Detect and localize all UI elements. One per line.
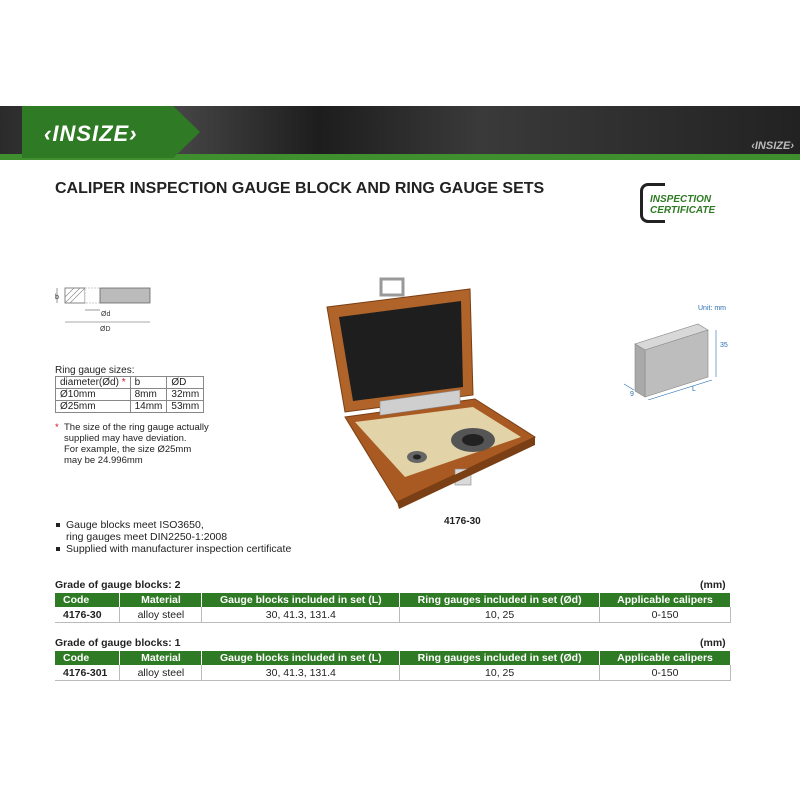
cell: 53mm <box>167 401 204 413</box>
dim-width: 9 <box>630 391 634 398</box>
certificate-line1: INSPECTION <box>650 194 712 205</box>
dim-d: Ød <box>101 311 111 318</box>
dim-b: b <box>55 294 59 301</box>
list-item-continuation: ring gauges meet DIN2250-1:2008 <box>66 531 228 543</box>
cell-calipers: 0-150 <box>600 607 731 623</box>
cell: Ø10mm <box>56 389 131 401</box>
header-gauge-blocks: Gauge blocks included in set (L) <box>202 651 400 665</box>
cell-ring-gauges: 10, 25 <box>400 665 600 681</box>
unit-label-2: (mm) <box>700 637 726 649</box>
header-calipers: Applicable calipers <box>600 593 731 607</box>
lid-foam <box>339 301 463 401</box>
header-banner <box>0 106 800 158</box>
spec-table-1 <box>55 593 731 623</box>
cell-material: alloy steel <box>120 607 202 623</box>
ring-section-hatch <box>65 288 85 303</box>
header-calipers: Applicable calipers <box>600 651 731 665</box>
list-item: Supplied with manufacturer inspection certificate <box>55 543 291 555</box>
table-row <box>56 401 204 413</box>
cell-gauge-blocks: 30, 41.3, 131.4 <box>202 665 400 681</box>
header-b: b <box>130 377 167 389</box>
dim-length: L <box>692 386 696 393</box>
block-side <box>635 344 645 397</box>
ring-gauge-diagram <box>55 285 155 335</box>
cell-calipers: 0-150 <box>600 665 731 681</box>
grade-label-2: Grade of gauge blocks: 1 <box>55 637 181 649</box>
header-ring-gauges: Ring gauges included in set (Ød) <box>400 651 600 665</box>
header-code: Code <box>55 651 120 665</box>
cell: 14mm <box>130 401 167 413</box>
brand-logo-small: ‹INSIZE› <box>751 140 794 152</box>
table-row <box>55 665 731 681</box>
brand-logo: ‹INSIZE› <box>44 121 138 146</box>
product-photo <box>325 277 540 512</box>
header-material: Material <box>120 651 202 665</box>
table-header-row <box>55 593 731 607</box>
header-ring-gauges: Ring gauges included in set (Ød) <box>400 593 600 607</box>
unit-label-1: (mm) <box>700 579 726 591</box>
cell-code: 4176-301 <box>55 665 120 681</box>
ring-section-body <box>100 288 150 303</box>
ring-sizes-label: Ring gauge sizes: <box>55 365 135 376</box>
cell-code: 4176-30 <box>55 607 120 623</box>
certificate-line2: CERTIFICATE <box>650 205 716 216</box>
gauge-block-diagram <box>620 300 745 400</box>
header-material: Material <box>120 593 202 607</box>
feature-list <box>55 519 291 555</box>
deviation-note: * The size of the ring gauge actually supplied may have deviation. For example, the size Ø25mm may be 24.996mm <box>55 422 209 466</box>
star-icon: * <box>55 422 59 433</box>
header-code: Code <box>55 593 120 607</box>
cell-ring-gauges: 10, 25 <box>400 607 600 623</box>
case-handle <box>381 279 403 295</box>
header-diameter: diameter(Ød) <box>60 377 119 388</box>
cell: Ø25mm <box>56 401 131 413</box>
dim-D: ØD <box>100 326 111 333</box>
cell: 32mm <box>167 389 204 401</box>
unit-label: Unit: mm <box>698 305 726 312</box>
ring-sizes-table <box>55 376 204 413</box>
table-row <box>55 607 731 623</box>
photo-caption: 4176-30 <box>444 516 481 527</box>
dim-height: 35 <box>720 342 728 349</box>
header-D: ØD <box>167 377 204 389</box>
grade-label-1: Grade of gauge blocks: 2 <box>55 579 181 591</box>
page-title: CALIPER INSPECTION GAUGE BLOCK AND RING GAUGE SETS <box>55 180 545 197</box>
table-row <box>56 377 204 389</box>
table-header-row <box>55 651 731 665</box>
cell-material: alloy steel <box>120 665 202 681</box>
table-row <box>56 389 204 401</box>
cell: 8mm <box>130 389 167 401</box>
cell-gauge-blocks: 30, 41.3, 131.4 <box>202 607 400 623</box>
spec-table-2 <box>55 651 731 681</box>
star-icon: * <box>121 377 126 388</box>
list-item: Gauge blocks meet ISO3650, <box>55 519 291 531</box>
header-gauge-blocks: Gauge blocks included in set (L) <box>202 593 400 607</box>
inspection-certificate-badge <box>640 183 735 223</box>
